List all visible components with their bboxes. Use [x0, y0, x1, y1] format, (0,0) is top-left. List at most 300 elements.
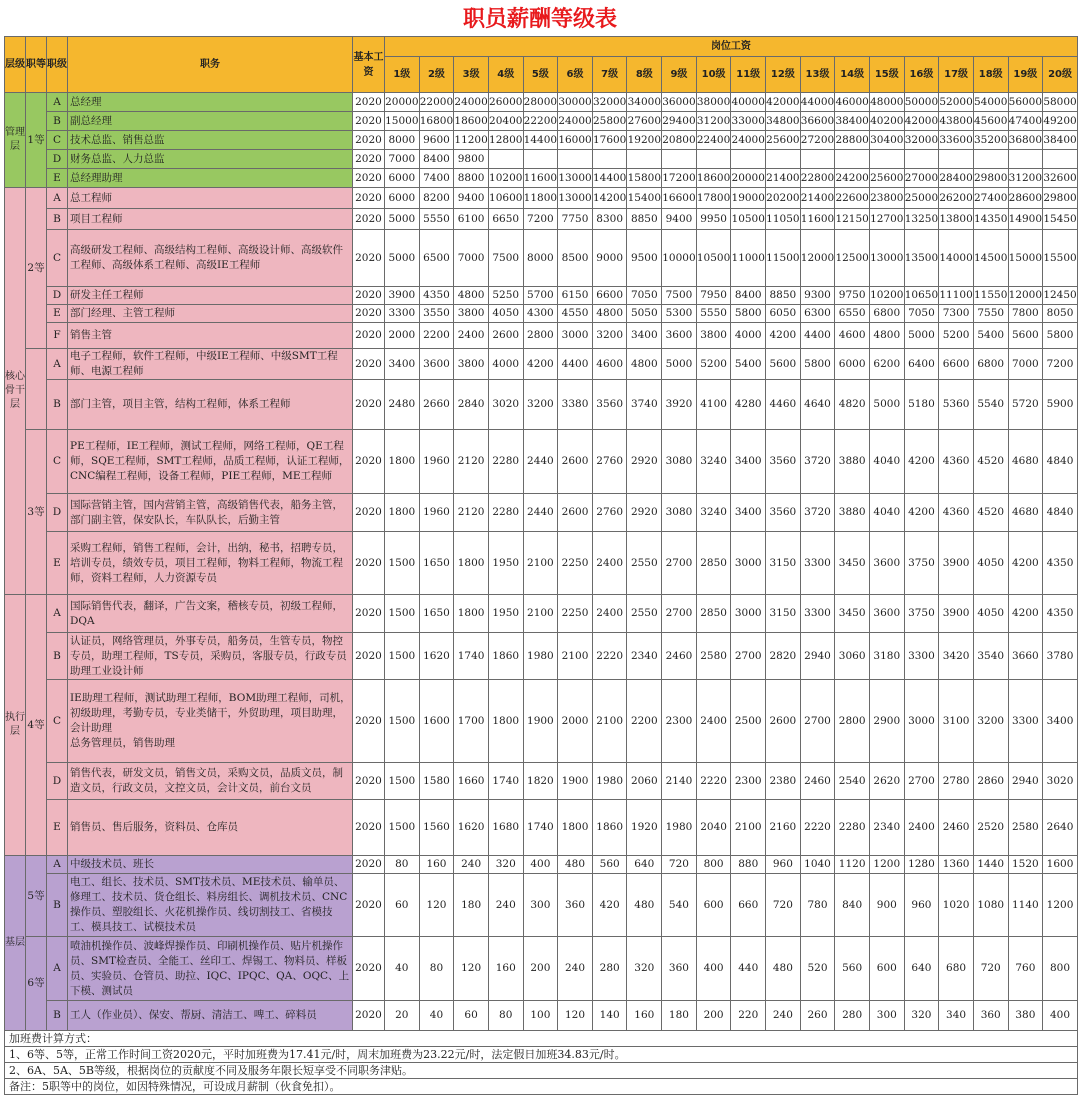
- salary-cell: 4840: [1043, 430, 1078, 494]
- note-line: 2、6A、5A、5B等级，根据岗位的贡献度不同及服务年限长短享受不同职务津贴。: [5, 1063, 1078, 1079]
- salary-cell: 27200: [800, 131, 835, 150]
- table-row: [5, 494, 1078, 532]
- salary-cell: 3600: [419, 349, 454, 380]
- salary-cell: 6600: [592, 287, 627, 305]
- salary-cell: 50000: [904, 93, 939, 112]
- salary-cell: 2040: [696, 800, 731, 856]
- salary-cell: 9950: [696, 209, 731, 230]
- salary-cell: 3020: [1043, 763, 1078, 800]
- level-cell: C: [47, 131, 68, 150]
- level-cell: A: [47, 188, 68, 209]
- salary-cell: 2220: [696, 763, 731, 800]
- salary-cell: 40: [385, 937, 420, 1001]
- salary-cell: [1043, 150, 1078, 169]
- salary-cell: 1500: [385, 595, 420, 633]
- salary-cell: 3600: [869, 532, 904, 595]
- header-layer: 层级: [5, 37, 26, 93]
- salary-cell: 30400: [869, 131, 904, 150]
- salary-cell: 2550: [627, 595, 662, 633]
- base-salary-cell: 2020: [353, 230, 385, 287]
- salary-cell: 4200: [523, 349, 558, 380]
- salary-cell: 5000: [904, 323, 939, 349]
- salary-cell: 2100: [592, 680, 627, 763]
- salary-cell: 840: [835, 874, 870, 937]
- notes-section: [5, 1031, 1078, 1095]
- table-row: [5, 188, 1078, 209]
- salary-cell: 1980: [523, 633, 558, 680]
- salary-cell: 1800: [385, 430, 420, 494]
- salary-cell: 1620: [419, 633, 454, 680]
- salary-cell: 2480: [385, 380, 420, 430]
- salary-cell: 560: [592, 856, 627, 874]
- salary-cell: 400: [1043, 1001, 1078, 1031]
- salary-cell: 25800: [592, 112, 627, 131]
- salary-cell: 11600: [523, 169, 558, 188]
- salary-cell: 80: [488, 1001, 523, 1031]
- salary-cell: 2400: [592, 595, 627, 633]
- salary-cell: 2280: [835, 800, 870, 856]
- salary-cell: 400: [696, 937, 731, 1001]
- salary-cell: 180: [454, 874, 489, 937]
- salary-cell: 5360: [939, 380, 974, 430]
- salary-cell: 2100: [558, 633, 593, 680]
- salary-cell: 4600: [592, 349, 627, 380]
- note-row: [5, 1063, 1078, 1079]
- salary-cell: 4350: [419, 287, 454, 305]
- salary-cell: 640: [627, 856, 662, 874]
- salary-cell: 7200: [1043, 349, 1078, 380]
- salary-cell: 160: [419, 856, 454, 874]
- layer-cell: 管理层: [5, 93, 26, 188]
- salary-cell: 4200: [904, 494, 939, 532]
- salary-cell: 6600: [939, 349, 974, 380]
- base-salary-cell: 2020: [353, 380, 385, 430]
- header-level: 职级: [47, 37, 68, 93]
- table-row: [5, 633, 1078, 680]
- salary-cell: 11000: [731, 230, 766, 287]
- salary-cell: 10000: [662, 230, 697, 287]
- salary-cell: 720: [662, 856, 697, 874]
- salary-cell: 2700: [800, 680, 835, 763]
- salary-cell: 36800: [1008, 131, 1043, 150]
- base-salary-cell: 2020: [353, 633, 385, 680]
- salary-cell: 3450: [835, 532, 870, 595]
- salary-cell: 3560: [592, 380, 627, 430]
- salary-cell: 2220: [800, 800, 835, 856]
- salary-cell: 16000: [558, 131, 593, 150]
- salary-cell: 1800: [385, 494, 420, 532]
- salary-cell: 1500: [385, 763, 420, 800]
- salary-cell: [973, 150, 1008, 169]
- salary-cell: 8850: [766, 287, 801, 305]
- salary-cell: [523, 150, 558, 169]
- salary-cell: 11800: [523, 188, 558, 209]
- salary-cell: 40: [419, 1001, 454, 1031]
- salary-cell: 6650: [488, 209, 523, 230]
- salary-cell: 1740: [488, 763, 523, 800]
- salary-cell: 2000: [385, 323, 420, 349]
- salary-cell: 5700: [523, 287, 558, 305]
- salary-cell: [869, 150, 904, 169]
- salary-cell: 1680: [488, 800, 523, 856]
- salary-cell: 22200: [523, 112, 558, 131]
- duty-cell: 副总经理: [68, 112, 353, 131]
- salary-cell: 8500: [558, 230, 593, 287]
- level-cell: B: [47, 209, 68, 230]
- layer-cell: 核心骨干层: [5, 188, 26, 595]
- salary-cell: 13800: [939, 209, 974, 230]
- salary-cell: 2120: [454, 494, 489, 532]
- salary-cell: 4000: [488, 349, 523, 380]
- duty-cell: 电工、组长、技术员、SMT技术员、ME技术员、输单员、修理工、技术员、货仓组长、料房组长、调机技术员、CNC操作员、塑胶组长、火花机操作员、线切割技工、省模技工、模具技工、试模技术员: [68, 874, 353, 937]
- salary-cell: 1740: [454, 633, 489, 680]
- base-salary-cell: 2020: [353, 532, 385, 595]
- salary-cell: 2700: [731, 633, 766, 680]
- salary-cell: 6550: [835, 305, 870, 323]
- salary-cell: 19200: [627, 131, 662, 150]
- salary-cell: 2940: [1008, 763, 1043, 800]
- duty-cell: 销售代表，研发文员，销售文员，采购文员，品质文员，制造文员，行政文员，文控文员，会计文员，前台文员: [68, 763, 353, 800]
- salary-cell: 2860: [973, 763, 1008, 800]
- salary-cell: 12150: [835, 209, 870, 230]
- salary-cell: 2820: [766, 633, 801, 680]
- header-step-6: 6级: [558, 57, 593, 93]
- salary-cell: 3660: [1008, 633, 1043, 680]
- salary-cell: 9600: [419, 131, 454, 150]
- salary-cell: 4040: [869, 494, 904, 532]
- salary-cell: 2660: [419, 380, 454, 430]
- salary-cell: 9400: [662, 209, 697, 230]
- salary-cell: 8400: [419, 150, 454, 169]
- salary-cell: 1140: [1008, 874, 1043, 937]
- salary-cell: 11200: [454, 131, 489, 150]
- salary-cell: 6800: [869, 305, 904, 323]
- salary-cell: 60: [385, 874, 420, 937]
- salary-cell: 1560: [419, 800, 454, 856]
- salary-cell: 7000: [385, 150, 420, 169]
- salary-cell: 8850: [627, 209, 662, 230]
- salary-cell: 31200: [1008, 169, 1043, 188]
- base-salary-cell: 2020: [353, 93, 385, 112]
- salary-cell: 2100: [523, 532, 558, 595]
- salary-cell: 17200: [662, 169, 697, 188]
- salary-cell: 38400: [835, 112, 870, 131]
- salary-cell: 3020: [488, 380, 523, 430]
- salary-cell: 640: [904, 937, 939, 1001]
- salary-cell: 15000: [385, 112, 420, 131]
- salary-cell: 15400: [627, 188, 662, 209]
- salary-cell: 4100: [696, 380, 731, 430]
- salary-cell: 4200: [1008, 532, 1043, 595]
- table-row: [5, 532, 1078, 595]
- salary-cell: 8800: [454, 169, 489, 188]
- salary-cell: 27600: [627, 112, 662, 131]
- salary-cell: 9500: [627, 230, 662, 287]
- salary-cell: 9000: [592, 230, 627, 287]
- salary-cell: 5800: [1043, 323, 1078, 349]
- salary-cell: 3400: [731, 430, 766, 494]
- salary-cell: 2060: [627, 763, 662, 800]
- salary-cell: 2300: [662, 680, 697, 763]
- salary-cell: 3550: [419, 305, 454, 323]
- salary-cell: 960: [766, 856, 801, 874]
- salary-cell: 18600: [696, 169, 731, 188]
- table-row: [5, 150, 1078, 169]
- salary-cell: 26000: [488, 93, 523, 112]
- table-row: [5, 680, 1078, 763]
- base-salary-cell: 2020: [353, 430, 385, 494]
- salary-cell: [835, 150, 870, 169]
- salary-cell: 200: [696, 1001, 731, 1031]
- salary-cell: 3800: [454, 349, 489, 380]
- salary-cell: 12000: [1008, 287, 1043, 305]
- salary-cell: 2580: [696, 633, 731, 680]
- salary-cell: 7050: [627, 287, 662, 305]
- salary-cell: 25000: [904, 188, 939, 209]
- salary-cell: 22000: [419, 93, 454, 112]
- salary-cell: 4000: [731, 323, 766, 349]
- salary-cell: 1120: [835, 856, 870, 874]
- salary-cell: 17800: [696, 188, 731, 209]
- salary-cell: 3240: [696, 430, 731, 494]
- salary-cell: 15450: [1043, 209, 1078, 230]
- duty-cell: 财务总监、人力总监: [68, 150, 353, 169]
- salary-cell: 220: [731, 1001, 766, 1031]
- salary-cell: 6000: [385, 169, 420, 188]
- salary-cell: 4680: [1008, 430, 1043, 494]
- salary-cell: 34800: [766, 112, 801, 131]
- salary-cell: 2120: [454, 430, 489, 494]
- base-salary-cell: 2020: [353, 595, 385, 633]
- salary-cell: 4800: [869, 323, 904, 349]
- salary-cell: 2580: [1008, 800, 1043, 856]
- header-step-20: 20级: [1043, 57, 1078, 93]
- salary-cell: 3200: [973, 680, 1008, 763]
- header-step-1: 1级: [385, 57, 420, 93]
- salary-cell: 2300: [731, 763, 766, 800]
- salary-cell: 40200: [869, 112, 904, 131]
- salary-cell: 5600: [1008, 323, 1043, 349]
- salary-cell: 8200: [419, 188, 454, 209]
- header-step-12: 12级: [766, 57, 801, 93]
- grade-cell: 4等: [26, 595, 47, 856]
- salary-cell: 22600: [835, 188, 870, 209]
- salary-cell: 660: [731, 874, 766, 937]
- salary-cell: 1650: [419, 532, 454, 595]
- salary-cell: 3300: [1008, 680, 1043, 763]
- salary-cell: 3720: [800, 430, 835, 494]
- salary-cell: 3900: [939, 532, 974, 595]
- salary-cell: 1080: [973, 874, 1008, 937]
- salary-cell: 240: [454, 856, 489, 874]
- duty-cell: IE助理工程师，测试助理工程师，BOM助理工程师，司机，初级助理，考勤专员，专业类储干，外贸助理，项目助理，会计助理 总务管理员，销售助理: [68, 680, 353, 763]
- duty-cell: 喷油机操作员、波峰焊操作员、印刷机操作员、贴片机操作员、SMT检查员、全能工、丝印工、焊锡工、物料员、样板员、实验员、仓管员、助拉、IQC、IPQC、QA、OQC、上下模、测试员: [68, 937, 353, 1001]
- salary-cell: 3300: [904, 633, 939, 680]
- level-cell: B: [47, 1001, 68, 1031]
- salary-cell: 2160: [766, 800, 801, 856]
- salary-cell: 3400: [1043, 680, 1078, 763]
- salary-cell: [939, 150, 974, 169]
- salary-cell: 24000: [454, 93, 489, 112]
- salary-cell: 2140: [662, 763, 697, 800]
- duty-cell: 采购工程师，销售工程师，会计，出纳，秘书，招聘专员，培训专员，绩效专员，项目工程师，物料工程师，物流工程师，资料工程师，人力资源专员: [68, 532, 353, 595]
- salary-cell: 6400: [904, 349, 939, 380]
- salary-cell: 1600: [419, 680, 454, 763]
- salary-cell: 3200: [592, 323, 627, 349]
- base-salary-cell: 2020: [353, 763, 385, 800]
- salary-cell: 48000: [869, 93, 904, 112]
- salary-cell: 20400: [488, 112, 523, 131]
- salary-cell: 3880: [835, 430, 870, 494]
- table-row: [5, 595, 1078, 633]
- salary-cell: 2380: [766, 763, 801, 800]
- salary-cell: 120: [558, 1001, 593, 1031]
- salary-cell: [731, 150, 766, 169]
- duty-cell: 项目工程师: [68, 209, 353, 230]
- salary-cell: 3080: [662, 430, 697, 494]
- level-cell: B: [47, 112, 68, 131]
- note-line: 加班费计算方式：: [5, 1031, 1078, 1047]
- salary-cell: 5050: [627, 305, 662, 323]
- salary-cell: 26200: [939, 188, 974, 209]
- salary-cell: 12450: [1043, 287, 1078, 305]
- salary-cell: 44000: [800, 93, 835, 112]
- salary-cell: 16600: [662, 188, 697, 209]
- salary-cell: 2280: [488, 494, 523, 532]
- salary-cell: 360: [662, 937, 697, 1001]
- salary-cell: 2520: [973, 800, 1008, 856]
- salary-cell: 1700: [454, 680, 489, 763]
- salary-cell: 160: [627, 1001, 662, 1031]
- salary-cell: 80: [419, 937, 454, 1001]
- salary-cell: 4200: [1008, 595, 1043, 633]
- salary-cell: 260: [800, 1001, 835, 1031]
- salary-cell: 6300: [800, 305, 835, 323]
- level-cell: A: [47, 595, 68, 633]
- salary-cell: 33600: [939, 131, 974, 150]
- grade-cell: [26, 349, 47, 430]
- salary-cell: 2250: [558, 532, 593, 595]
- salary-cell: 11600: [800, 209, 835, 230]
- salary-cell: 300: [523, 874, 558, 937]
- salary-cell: 2540: [835, 763, 870, 800]
- salary-cell: 24000: [558, 112, 593, 131]
- salary-cell: 13000: [558, 188, 593, 209]
- salary-cell: 2220: [592, 633, 627, 680]
- salary-cell: 2700: [904, 763, 939, 800]
- salary-cell: 880: [731, 856, 766, 874]
- salary-cell: 3240: [696, 494, 731, 532]
- duty-cell: 总工程师: [68, 188, 353, 209]
- salary-cell: 1800: [454, 595, 489, 633]
- duty-cell: 高级研发工程师、高级结构工程师、高级设计师、高级软件工程师、高级体系工程师、高级IE工程师: [68, 230, 353, 287]
- salary-cell: 120: [454, 937, 489, 1001]
- salary-cell: 4840: [1043, 494, 1078, 532]
- salary-cell: 160: [488, 937, 523, 1001]
- salary-cell: 7000: [454, 230, 489, 287]
- salary-cell: 520: [800, 937, 835, 1001]
- duty-cell: 总经理: [68, 93, 353, 112]
- salary-cell: [800, 150, 835, 169]
- salary-cell: 5800: [731, 305, 766, 323]
- salary-cell: 1500: [385, 633, 420, 680]
- salary-cell: [558, 150, 593, 169]
- salary-cell: 8300: [592, 209, 627, 230]
- duty-cell: 研发主任工程师: [68, 287, 353, 305]
- salary-cell: 13000: [869, 230, 904, 287]
- base-salary-cell: 2020: [353, 323, 385, 349]
- salary-cell: 4040: [869, 430, 904, 494]
- grade-cell: 6等: [26, 937, 47, 1031]
- salary-cell: 6150: [558, 287, 593, 305]
- salary-cell: 3000: [731, 532, 766, 595]
- salary-cell: 360: [973, 1001, 1008, 1031]
- salary-cell: 760: [1008, 937, 1043, 1001]
- level-cell: D: [47, 150, 68, 169]
- salary-cell: 4600: [835, 323, 870, 349]
- header-step-10: 10级: [696, 57, 731, 93]
- salary-cell: 680: [939, 937, 974, 1001]
- salary-cell: 5720: [1008, 380, 1043, 430]
- salary-cell: 28800: [835, 131, 870, 150]
- header-grade: 职等: [26, 37, 47, 93]
- grade-cell: 1等: [26, 93, 47, 188]
- salary-cell: 2460: [800, 763, 835, 800]
- level-cell: B: [47, 380, 68, 430]
- salary-cell: 25600: [869, 169, 904, 188]
- salary-cell: 3560: [766, 430, 801, 494]
- base-salary-cell: 2020: [353, 349, 385, 380]
- salary-cell: 14400: [592, 169, 627, 188]
- salary-cell: 56000: [1008, 93, 1043, 112]
- salary-cell: 3300: [385, 305, 420, 323]
- note-line: 1、6等、5等，正常工作时间工资2020元，平时加班费为17.41元/时，周末加班费为23.22元/时，法定假日加班34.83元/时。: [5, 1047, 1078, 1063]
- salary-cell: 320: [488, 856, 523, 874]
- salary-cell: 4300: [523, 305, 558, 323]
- salary-cell: 7550: [973, 305, 1008, 323]
- salary-cell: [662, 150, 697, 169]
- header-step-11: 11级: [731, 57, 766, 93]
- salary-cell: 4640: [800, 380, 835, 430]
- salary-cell: 7000: [1008, 349, 1043, 380]
- salary-cell: 8050: [1043, 305, 1078, 323]
- salary-cell: 2500: [731, 680, 766, 763]
- salary-cell: 28400: [939, 169, 974, 188]
- salary-cell: 440: [731, 937, 766, 1001]
- salary-cell: 25600: [766, 131, 801, 150]
- salary-cell: 2250: [558, 595, 593, 633]
- salary-cell: 1900: [558, 763, 593, 800]
- salary-cell: 7750: [558, 209, 593, 230]
- salary-cell: 9400: [454, 188, 489, 209]
- base-salary-cell: 2020: [353, 188, 385, 209]
- salary-cell: 4200: [766, 323, 801, 349]
- header-step-8: 8级: [627, 57, 662, 93]
- salary-cell: 2900: [869, 680, 904, 763]
- salary-cell: 20000: [731, 169, 766, 188]
- salary-cell: 1620: [454, 800, 489, 856]
- salary-cell: 1800: [454, 532, 489, 595]
- salary-cell: 31200: [696, 112, 731, 131]
- salary-cell: 47400: [1008, 112, 1043, 131]
- salary-cell: 780: [800, 874, 835, 937]
- grade-cell: 2等: [26, 188, 47, 349]
- base-salary-cell: 2020: [353, 937, 385, 1001]
- table-row: [5, 1001, 1078, 1031]
- salary-cell: 14500: [973, 230, 1008, 287]
- duty-cell: 国际营销主管，国内营销主管，高级销售代表，船务主管，部门副主管，保安队长，车队队长，后勤主管: [68, 494, 353, 532]
- header-step-2: 2级: [419, 57, 454, 93]
